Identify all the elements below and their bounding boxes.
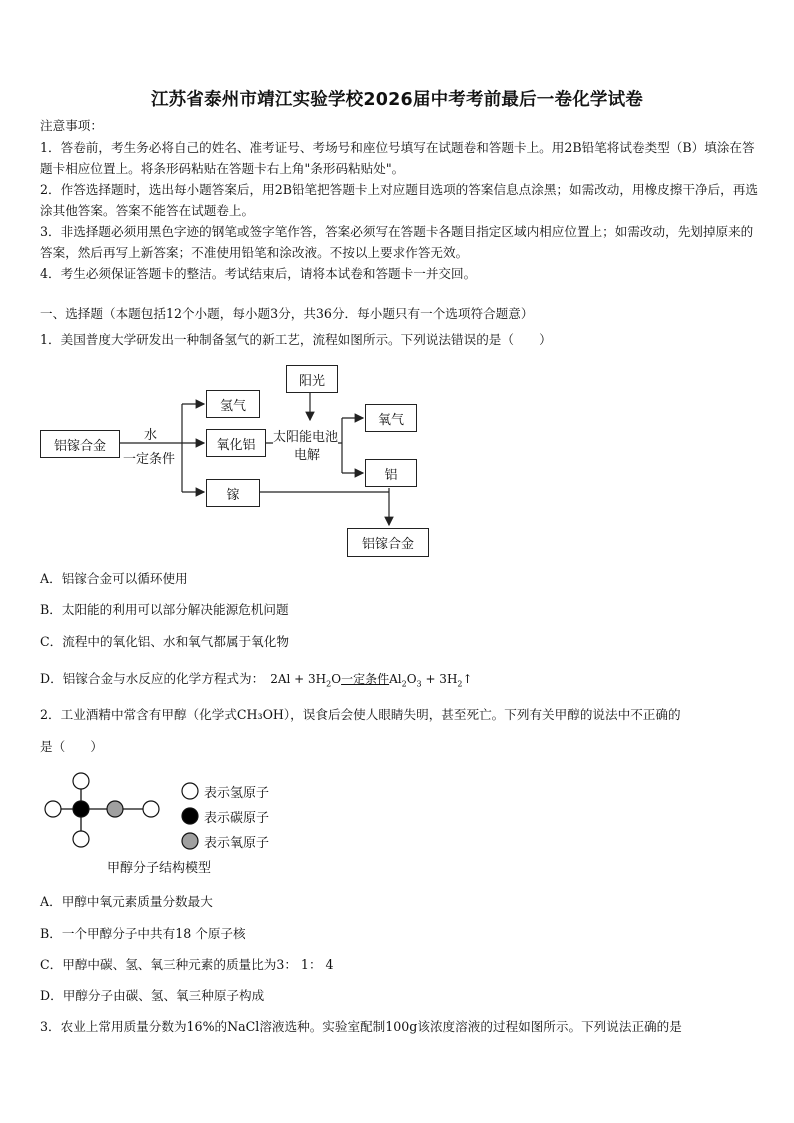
note-item-2: 2．作答选择题时，选出每小题答案后，用2B铅笔把答题卡上对应题目选项的答案信息点涂黑；如需改动，用橡皮擦干净后，再选涂其他答案。答案不能答在试题卷上。 bbox=[40, 182, 758, 218]
eq-sub: 2 bbox=[401, 679, 407, 689]
process-flow-diagram bbox=[30, 360, 450, 570]
methanol-model-figure bbox=[35, 765, 295, 880]
eq-sub: 3 bbox=[416, 679, 422, 689]
question-3-stem: 3．农业上常用质量分数为16%的NaCl溶液选种。实验室配制100g该浓度溶液的过程如图所示。下列说法正确的是 bbox=[40, 1019, 682, 1034]
hydrogen-atom bbox=[73, 773, 89, 789]
legend-hydrogen-label: 表示氢原子 bbox=[204, 786, 270, 801]
carbon-atom bbox=[73, 801, 89, 817]
exam-title: 江苏省泰州市靖江实验学校2026届中考考前最后一卷化学试卷 bbox=[150, 90, 643, 110]
q1-option-a: A．铝镓合金可以循环使用 bbox=[40, 571, 188, 586]
q1-option-b: B．太阳能的利用可以部分解决能源危机问题 bbox=[40, 602, 289, 617]
note-item-3: 3．非选择题必须用黑色字迹的钢笔或签字笔作答，答案必须写在答题卡各题目指定区域内相应位置上；如需改动，先划掉原来的答案，然后再写上新答案；不准使用铅笔和涂改液。不按以上要求作答无效。 bbox=[40, 224, 754, 260]
notes-heading: 注意事项： bbox=[40, 118, 103, 133]
label-water: 水 bbox=[144, 428, 158, 443]
model-caption: 甲醇分子结构模型 bbox=[107, 861, 212, 876]
eq-sub: 2 bbox=[457, 679, 463, 689]
node-hydrogen: 氢气 bbox=[206, 390, 260, 418]
eq-product-h: + 3H bbox=[421, 672, 458, 686]
note-item-1: 1．答卷前，考生务必将自己的姓名、准考证号、考场号和座位号填写在试题卷和答题卡上。用2B铅笔将试卷类型（B）填涂在答题卡相应位置上。将条形码粘贴在答题卡右上角"条形码粘贴处"。 bbox=[40, 140, 755, 176]
eq-reactants: 2Al + 3H bbox=[270, 672, 327, 686]
eq-product-o: O bbox=[406, 672, 417, 686]
eq-gas-arrow: ↑ bbox=[462, 672, 473, 686]
eq-sub: 2 bbox=[326, 679, 332, 689]
node-oxygen: 氧气 bbox=[365, 404, 417, 432]
q2-option-d: D．甲醇分子由碳、氢、氧三种原子构成 bbox=[40, 988, 265, 1003]
q2-option-a: A．甲醇中氧元素质量分数最大 bbox=[40, 894, 213, 909]
hydrogen-atom bbox=[143, 801, 159, 817]
legend-hydrogen-swatch bbox=[182, 783, 198, 799]
question-2-stem-line2: 是（ ） bbox=[40, 739, 103, 754]
question-2-stem-line1: 2．工业酒精中常含有甲醇（化学式CH₃OH），误食后会使人眼睛失明，甚至死亡。下列有关甲醇的说法中不正确的 bbox=[40, 707, 681, 722]
node-alumina: 氧化铝 bbox=[206, 429, 266, 457]
node-sunlight: 阳光 bbox=[286, 365, 338, 393]
label-condition: 一定条件 bbox=[123, 452, 176, 467]
oxygen-atom bbox=[107, 801, 123, 817]
q2-option-c: C．甲醇中碳、氢、氧三种元素的质量比为3： 1： 4 bbox=[40, 957, 334, 972]
node-gallium: 镓 bbox=[206, 479, 260, 507]
node-alloy-start: 铝镓合金 bbox=[40, 430, 120, 458]
reaction-equation bbox=[270, 672, 473, 689]
legend-carbon-label: 表示碳原子 bbox=[204, 811, 270, 826]
hydrogen-atom bbox=[73, 831, 89, 847]
q2-option-b: B．一个甲醇分子中共有18 个原子核 bbox=[40, 926, 246, 941]
section-heading: 一、选择题（本题包括12个小题，每小题3分，共36分．每小题只有一个选项符合题意） bbox=[40, 306, 534, 321]
label-electrolysis: 电解 bbox=[294, 448, 321, 463]
q1-option-d bbox=[40, 669, 473, 694]
node-alloy-end: 铝镓合金 bbox=[347, 528, 429, 557]
legend-oxygen-swatch bbox=[182, 833, 198, 849]
note-item-4: 4．考生必须保证答题卡的整洁。考试结束后，请将本试卷和答题卡一并交回。 bbox=[40, 266, 477, 281]
label-solar-cell: 太阳能电池 bbox=[273, 426, 338, 445]
node-aluminium: 铝 bbox=[365, 459, 417, 487]
q1-option-d-text: D．铝镓合金与水反应的化学方程式为： bbox=[40, 671, 265, 686]
eq-product-al: Al bbox=[389, 672, 402, 686]
legend-oxygen-label: 表示氧原子 bbox=[204, 836, 270, 851]
q1-option-c: C．流程中的氧化铝、水和氧气都属于氧化物 bbox=[40, 634, 289, 649]
hydrogen-atom bbox=[45, 801, 61, 817]
question-1-stem: 1．美国普度大学研发出一种制备氢气的新工艺，流程如图所示。下列说法错误的是（ ） bbox=[40, 332, 552, 347]
eq-reactant-o: O bbox=[331, 672, 342, 686]
eq-condition: 一定条件 bbox=[341, 672, 390, 686]
legend-carbon-swatch bbox=[182, 808, 198, 824]
